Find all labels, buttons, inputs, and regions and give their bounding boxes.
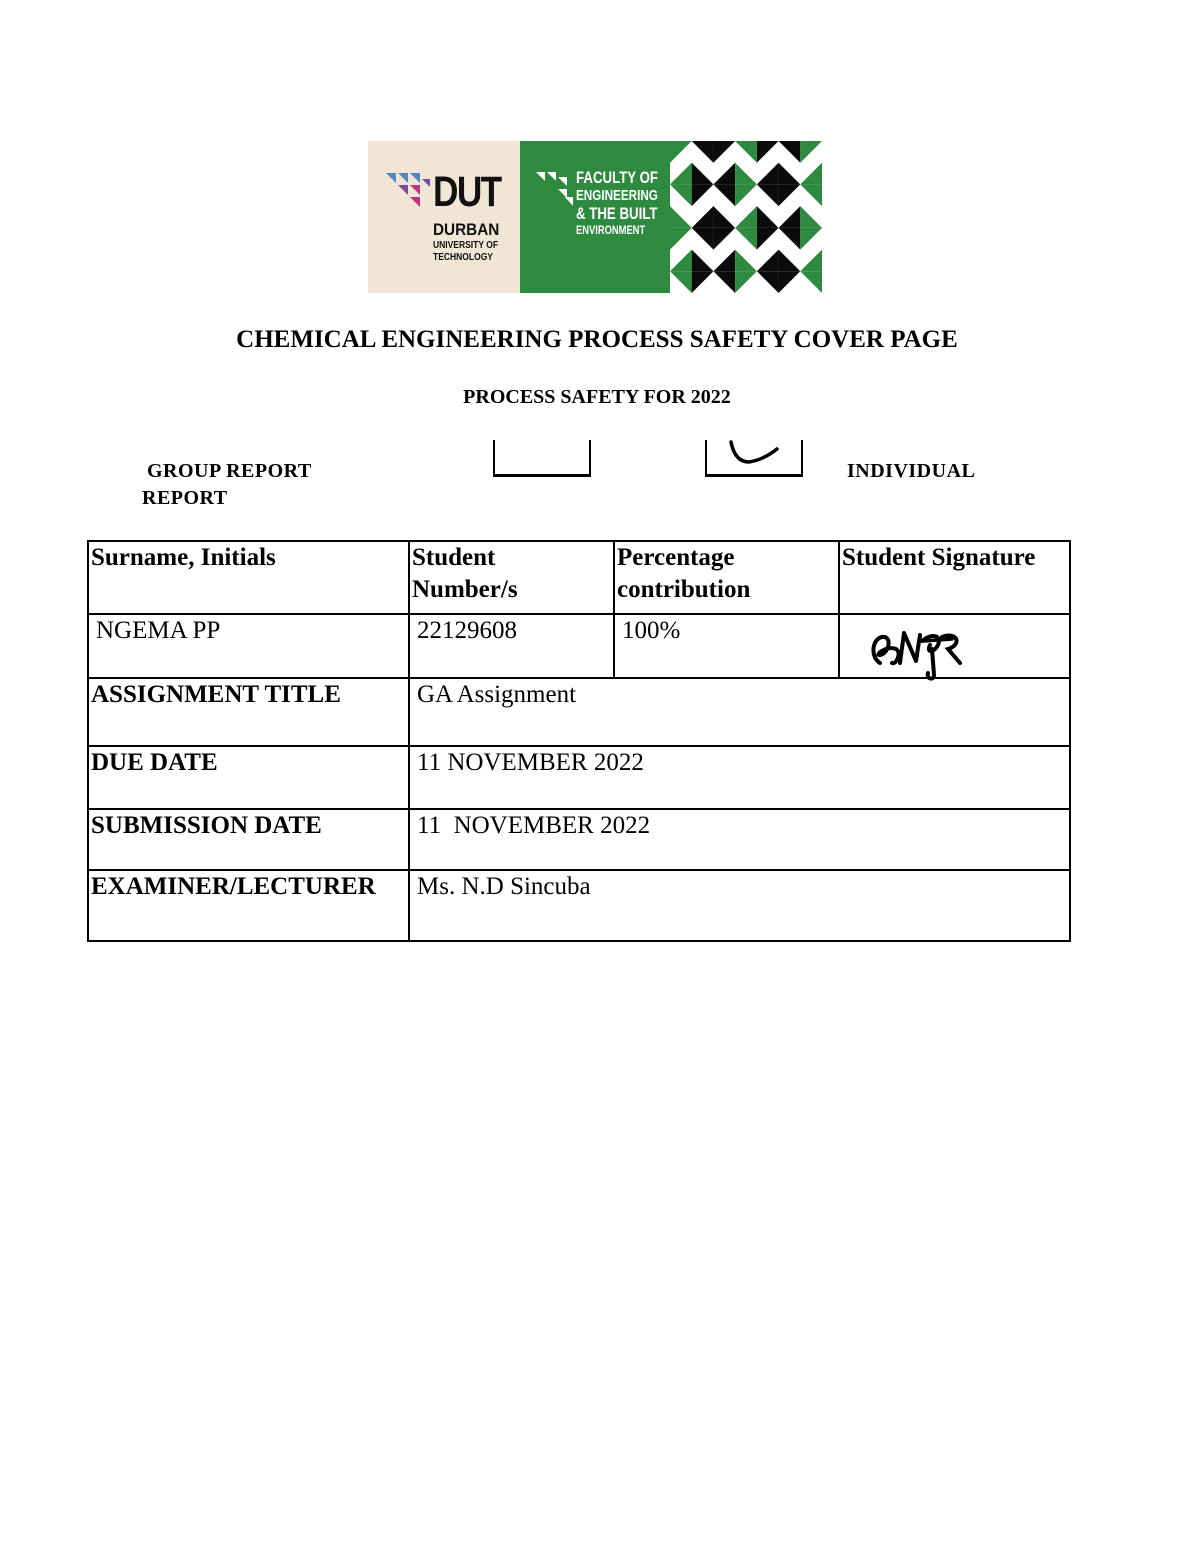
cover-table (87, 540, 1071, 942)
pattern-triangle (713, 250, 735, 272)
pattern-triangle (735, 184, 757, 206)
individual-report-checkbox[interactable] (705, 440, 803, 477)
pattern-triangle (735, 163, 757, 185)
handwritten-signature-icon (866, 619, 966, 681)
faculty-line4: ENVIRONMENT (576, 223, 646, 237)
assignment-title-value: GA Assignment (409, 678, 1070, 746)
pattern-triangle (800, 250, 822, 272)
pattern-triangle (757, 250, 779, 272)
pattern-triangle (757, 141, 779, 163)
pattern-triangle (692, 250, 714, 272)
pattern-triangle (692, 184, 714, 206)
examiner-label: EXAMINER/LECTURER (88, 870, 409, 941)
faculty-line3: & THE BUILT (576, 204, 658, 223)
pattern-triangle (800, 228, 822, 250)
pattern-triangle (757, 163, 779, 185)
pattern-triangle (692, 163, 714, 185)
examiner-value: Ms. N.D Sincuba (409, 870, 1070, 941)
pattern-triangle (692, 141, 714, 163)
student-surname-cell (88, 614, 409, 678)
pattern-triangle (670, 206, 692, 228)
pattern-triangle (800, 184, 822, 206)
submission-date-value: 11 NOVEMBER 2022 (409, 809, 1070, 870)
examiner-row (88, 870, 1070, 941)
pattern-triangle (692, 271, 714, 293)
due-date-label: DUE DATE (88, 746, 409, 809)
header-percentage-line1: Percentage (617, 544, 735, 571)
dut-logo (368, 141, 520, 293)
pattern-triangle (735, 271, 757, 293)
page-subtitle: PROCESS SAFETY FOR 2022 (463, 386, 731, 408)
individual-report-label: INDIVIDUAL (847, 460, 976, 482)
pattern-triangle (800, 206, 822, 228)
pattern-triangle (670, 228, 692, 250)
pattern-triangle (670, 163, 692, 185)
pattern-triangle (735, 228, 757, 250)
pattern-triangle (800, 163, 822, 185)
pattern-triangle (800, 141, 822, 163)
student-number-cell (409, 614, 614, 678)
pattern-triangle (735, 250, 757, 272)
student-surname: NGEMA PP (96, 617, 221, 644)
pattern-triangle (713, 141, 735, 163)
pattern-triangle (713, 228, 735, 250)
dut-triangle-mark-icon (386, 173, 432, 219)
header-student-number-line1: Student (412, 544, 496, 571)
due-date-row (88, 746, 1070, 809)
dut-abbreviation: DUT (433, 168, 501, 216)
student-number: 22129608 (417, 617, 517, 644)
pattern-triangle (692, 228, 714, 250)
pattern-triangle (713, 271, 735, 293)
dut-name-line2: UNIVERSITY OF (433, 240, 499, 251)
group-report-checkbox[interactable] (493, 440, 591, 477)
header-signature-text: Student Signature (842, 544, 1036, 571)
triangle-pattern-icon (670, 141, 822, 293)
pattern-triangle (800, 271, 822, 293)
dut-name-line1: DURBAN (433, 220, 500, 239)
header-percentage-line2: contribution (617, 576, 751, 603)
pattern-triangle (779, 163, 801, 185)
group-report-label: GROUP REPORT (147, 460, 312, 482)
pattern-triangle (779, 250, 801, 272)
dut-name-line3: TECHNOLOGY (433, 252, 493, 263)
pattern-triangle (757, 184, 779, 206)
pattern-triangle (713, 206, 735, 228)
pattern-triangle (757, 206, 779, 228)
pattern-triangle (757, 271, 779, 293)
pattern-triangle (735, 141, 757, 163)
submission-date-row (88, 809, 1070, 870)
geometric-pattern (670, 141, 822, 293)
assignment-title-row (88, 678, 1070, 746)
pattern-triangle (779, 271, 801, 293)
header-surname-text: Surname, Initials (91, 544, 276, 571)
pattern-triangle (713, 184, 735, 206)
pattern-triangle (670, 250, 692, 272)
pattern-triangle (779, 141, 801, 163)
header-signature (839, 541, 1070, 614)
header-student-number-line2: Number/s (412, 576, 518, 603)
pattern-triangle (735, 206, 757, 228)
group-report-label-line2: REPORT (142, 487, 228, 509)
pattern-triangle (713, 163, 735, 185)
faculty-line1: FACULTY OF (576, 168, 659, 187)
header-percentage (614, 541, 839, 614)
percentage-cell (614, 614, 839, 678)
faculty-banner (368, 141, 822, 293)
table-header-row (88, 541, 1070, 614)
pattern-triangle (670, 271, 692, 293)
pattern-triangle (670, 141, 692, 163)
submission-date-label: SUBMISSION DATE (88, 809, 409, 870)
faculty-triangle-mark-icon (536, 172, 574, 208)
faculty-panel (520, 141, 670, 293)
signature-cell (839, 614, 1070, 678)
due-date-value: 11 NOVEMBER 2022 (409, 746, 1070, 809)
pattern-triangle (779, 206, 801, 228)
pattern-triangle (779, 228, 801, 250)
assignment-title-label: ASSIGNMENT TITLE (88, 678, 409, 746)
pattern-triangle (757, 228, 779, 250)
percentage-contribution: 100% (622, 617, 681, 644)
checkmark-icon (727, 440, 783, 468)
table-row (88, 614, 1070, 678)
faculty-line2: ENGINEERING (576, 187, 658, 204)
page-title: CHEMICAL ENGINEERING PROCESS SAFETY COVER PAGE (236, 326, 958, 353)
pattern-triangle (779, 184, 801, 206)
header-surname (88, 541, 409, 614)
pattern-triangle (692, 206, 714, 228)
pattern-triangle (670, 184, 692, 206)
header-student-number (409, 541, 614, 614)
